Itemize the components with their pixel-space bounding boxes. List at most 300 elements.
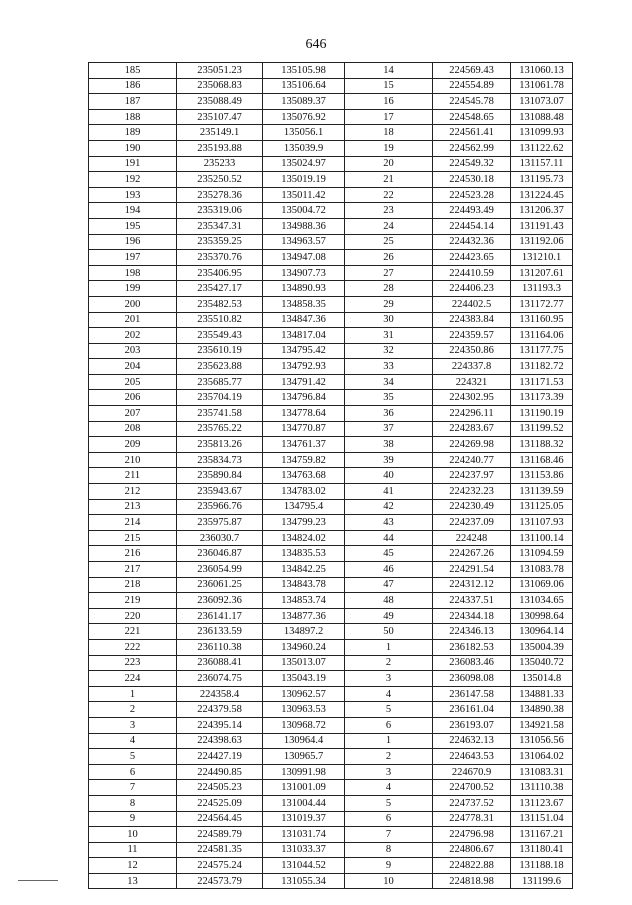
point-number-cell: 218 — [89, 577, 177, 593]
x-coordinate-cell: 235610.19 — [177, 343, 263, 359]
x-coordinate-cell: 224358.4 — [177, 686, 263, 702]
point-number-cell: 4 — [89, 733, 177, 749]
point-number-cell: 194 — [89, 203, 177, 219]
y-coordinate-cell: 131033.37 — [263, 842, 345, 858]
point-number-cell: 192 — [89, 172, 177, 188]
x-coordinate-cell: 235975.87 — [177, 515, 263, 531]
y-coordinate-cell: 131004.44 — [263, 795, 345, 811]
x-coordinate-cell: 235278.36 — [177, 187, 263, 203]
y-coordinate-cell: 134890.38 — [511, 702, 573, 718]
x-coordinate-cell: 236147.58 — [433, 686, 511, 702]
y-coordinate-cell: 131180.41 — [511, 842, 573, 858]
x-coordinate-cell: 224548.65 — [433, 109, 511, 125]
y-coordinate-cell: 134795.4 — [263, 499, 345, 515]
y-coordinate-cell: 131171.53 — [511, 374, 573, 390]
x-coordinate-cell: 235051.23 — [177, 63, 263, 79]
table-row — [89, 702, 573, 718]
point-number-cell: 6 — [345, 811, 433, 827]
y-coordinate-cell: 131195.73 — [511, 172, 573, 188]
x-coordinate-cell: 235704.19 — [177, 390, 263, 406]
y-coordinate-cell: 134792.93 — [263, 359, 345, 375]
point-number-cell: 199 — [89, 281, 177, 297]
point-number-cell: 188 — [89, 109, 177, 125]
y-coordinate-cell: 134877.36 — [263, 608, 345, 624]
y-coordinate-cell: 134960.24 — [263, 639, 345, 655]
y-coordinate-cell: 131139.59 — [511, 484, 573, 500]
y-coordinate-cell: 134907.73 — [263, 265, 345, 281]
x-coordinate-cell: 235685.77 — [177, 374, 263, 390]
x-coordinate-cell: 224796.98 — [433, 827, 511, 843]
y-coordinate-cell: 131099.93 — [511, 125, 573, 141]
point-number-cell: 210 — [89, 452, 177, 468]
point-number-cell: 206 — [89, 390, 177, 406]
point-number-cell: 27 — [345, 265, 433, 281]
table-row — [89, 608, 573, 624]
x-coordinate-cell: 236088.41 — [177, 655, 263, 671]
point-number-cell: 200 — [89, 296, 177, 312]
point-number-cell: 193 — [89, 187, 177, 203]
table-row — [89, 437, 573, 453]
point-number-cell: 215 — [89, 530, 177, 546]
point-number-cell: 211 — [89, 468, 177, 484]
y-coordinate-cell: 131088.48 — [511, 109, 573, 125]
x-coordinate-cell: 224564.45 — [177, 811, 263, 827]
point-number-cell: 9 — [345, 858, 433, 874]
y-coordinate-cell: 135004.39 — [511, 639, 573, 655]
table-row — [89, 827, 573, 843]
point-number-cell: 5 — [89, 749, 177, 765]
x-coordinate-cell: 224505.23 — [177, 780, 263, 796]
point-number-cell: 16 — [345, 94, 433, 110]
point-number-cell: 7 — [89, 780, 177, 796]
point-number-cell: 186 — [89, 78, 177, 94]
point-number-cell: 212 — [89, 484, 177, 500]
point-number-cell: 3 — [345, 764, 433, 780]
y-coordinate-cell: 131055.34 — [263, 873, 345, 889]
point-number-cell: 4 — [345, 780, 433, 796]
y-coordinate-cell: 135089.37 — [263, 94, 345, 110]
table-row — [89, 203, 573, 219]
point-number-cell: 6 — [89, 764, 177, 780]
coordinates-table — [88, 62, 573, 889]
x-coordinate-cell: 236133.59 — [177, 624, 263, 640]
y-coordinate-cell: 134963.57 — [263, 234, 345, 250]
y-coordinate-cell: 134843.78 — [263, 577, 345, 593]
point-number-cell: 35 — [345, 390, 433, 406]
point-number-cell: 49 — [345, 608, 433, 624]
x-coordinate-cell: 224530.18 — [433, 172, 511, 188]
point-number-cell: 5 — [345, 795, 433, 811]
x-coordinate-cell: 224402.5 — [433, 296, 511, 312]
x-coordinate-cell: 224232.23 — [433, 484, 511, 500]
table-row — [89, 63, 573, 79]
y-coordinate-cell: 131083.78 — [511, 562, 573, 578]
table-row — [89, 296, 573, 312]
point-number-cell: 2 — [89, 702, 177, 718]
y-coordinate-cell: 134763.68 — [263, 468, 345, 484]
point-number-cell: 45 — [345, 546, 433, 562]
x-coordinate-cell: 224398.63 — [177, 733, 263, 749]
point-number-cell: 2 — [345, 655, 433, 671]
table-row — [89, 281, 573, 297]
point-number-cell: 209 — [89, 437, 177, 453]
point-number-cell: 20 — [345, 156, 433, 172]
table-row — [89, 624, 573, 640]
y-coordinate-cell: 130965.7 — [263, 749, 345, 765]
point-number-cell: 217 — [89, 562, 177, 578]
point-number-cell: 1 — [345, 733, 433, 749]
point-number-cell: 3 — [89, 717, 177, 733]
table-row — [89, 499, 573, 515]
table-row — [89, 218, 573, 234]
x-coordinate-cell: 224337.51 — [433, 593, 511, 609]
point-number-cell: 48 — [345, 593, 433, 609]
x-coordinate-cell: 235427.17 — [177, 281, 263, 297]
y-coordinate-cell: 134761.37 — [263, 437, 345, 453]
y-coordinate-cell: 130964.14 — [511, 624, 573, 640]
table-row — [89, 452, 573, 468]
x-coordinate-cell: 224589.79 — [177, 827, 263, 843]
table-row — [89, 78, 573, 94]
y-coordinate-cell: 135024.97 — [263, 156, 345, 172]
y-coordinate-cell: 131177.75 — [511, 343, 573, 359]
x-coordinate-cell: 236061.25 — [177, 577, 263, 593]
point-number-cell: 46 — [345, 562, 433, 578]
x-coordinate-cell: 224379.58 — [177, 702, 263, 718]
x-coordinate-cell: 224454.14 — [433, 218, 511, 234]
y-coordinate-cell: 131207.61 — [511, 265, 573, 281]
point-number-cell: 18 — [345, 125, 433, 141]
x-coordinate-cell: 224525.09 — [177, 795, 263, 811]
table-row — [89, 468, 573, 484]
point-number-cell: 43 — [345, 515, 433, 531]
point-number-cell: 41 — [345, 484, 433, 500]
point-number-cell: 213 — [89, 499, 177, 515]
x-coordinate-cell: 224344.18 — [433, 608, 511, 624]
table-row — [89, 577, 573, 593]
table-row — [89, 671, 573, 687]
y-coordinate-cell: 134835.53 — [263, 546, 345, 562]
x-coordinate-cell: 224237.09 — [433, 515, 511, 531]
x-coordinate-cell: 224291.54 — [433, 562, 511, 578]
table-row — [89, 733, 573, 749]
table-row — [89, 406, 573, 422]
point-number-cell: 202 — [89, 328, 177, 344]
point-number-cell: 34 — [345, 374, 433, 390]
x-coordinate-cell: 224410.59 — [433, 265, 511, 281]
x-coordinate-cell: 224545.78 — [433, 94, 511, 110]
x-coordinate-cell: 235765.22 — [177, 421, 263, 437]
y-coordinate-cell: 131056.56 — [511, 733, 573, 749]
x-coordinate-cell: 224230.49 — [433, 499, 511, 515]
x-coordinate-cell: 224573.79 — [177, 873, 263, 889]
table-row — [89, 780, 573, 796]
y-coordinate-cell: 131167.21 — [511, 827, 573, 843]
y-coordinate-cell: 131160.95 — [511, 312, 573, 328]
table-row — [89, 94, 573, 110]
point-number-cell: 198 — [89, 265, 177, 281]
x-coordinate-cell: 224670.9 — [433, 764, 511, 780]
point-number-cell: 36 — [345, 406, 433, 422]
point-number-cell: 8 — [89, 795, 177, 811]
x-coordinate-cell: 235193.88 — [177, 140, 263, 156]
table-row — [89, 515, 573, 531]
x-coordinate-cell: 224383.84 — [433, 312, 511, 328]
table-row — [89, 312, 573, 328]
x-coordinate-cell: 224818.98 — [433, 873, 511, 889]
point-number-cell: 1 — [89, 686, 177, 702]
table-row — [89, 140, 573, 156]
point-number-cell: 214 — [89, 515, 177, 531]
point-number-cell: 219 — [89, 593, 177, 609]
point-number-cell: 23 — [345, 203, 433, 219]
y-coordinate-cell: 131034.65 — [511, 593, 573, 609]
y-coordinate-cell: 131188.32 — [511, 437, 573, 453]
y-coordinate-cell: 131031.74 — [263, 827, 345, 843]
y-coordinate-cell: 131164.06 — [511, 328, 573, 344]
y-coordinate-cell: 134791.42 — [263, 374, 345, 390]
table-row — [89, 172, 573, 188]
point-number-cell: 220 — [89, 608, 177, 624]
point-number-cell: 6 — [345, 717, 433, 733]
x-coordinate-cell: 235149.1 — [177, 125, 263, 141]
y-coordinate-cell: 131199.52 — [511, 421, 573, 437]
table-row — [89, 390, 573, 406]
y-coordinate-cell: 135013.07 — [263, 655, 345, 671]
table-row — [89, 328, 573, 344]
point-number-cell: 1 — [345, 639, 433, 655]
y-coordinate-cell: 131107.93 — [511, 515, 573, 531]
y-coordinate-cell: 135106.64 — [263, 78, 345, 94]
table-row — [89, 686, 573, 702]
x-coordinate-cell: 224423.65 — [433, 250, 511, 266]
y-coordinate-cell: 131191.43 — [511, 218, 573, 234]
point-number-cell: 37 — [345, 421, 433, 437]
x-coordinate-cell: 235107.47 — [177, 109, 263, 125]
y-coordinate-cell: 134796.84 — [263, 390, 345, 406]
y-coordinate-cell: 131153.86 — [511, 468, 573, 484]
x-coordinate-cell: 224737.52 — [433, 795, 511, 811]
x-coordinate-cell: 224302.95 — [433, 390, 511, 406]
point-number-cell: 4 — [345, 686, 433, 702]
y-coordinate-cell: 134795.42 — [263, 343, 345, 359]
x-coordinate-cell: 224575.24 — [177, 858, 263, 874]
x-coordinate-cell: 224406.23 — [433, 281, 511, 297]
point-number-cell: 224 — [89, 671, 177, 687]
y-coordinate-cell: 131083.31 — [511, 764, 573, 780]
point-number-cell: 31 — [345, 328, 433, 344]
x-coordinate-cell: 224562.99 — [433, 140, 511, 156]
table-row — [89, 546, 573, 562]
x-coordinate-cell: 235813.26 — [177, 437, 263, 453]
x-coordinate-cell: 235233 — [177, 156, 263, 172]
y-coordinate-cell: 131073.07 — [511, 94, 573, 110]
y-coordinate-cell: 134842.25 — [263, 562, 345, 578]
x-coordinate-cell: 224700.52 — [433, 780, 511, 796]
table-row — [89, 655, 573, 671]
y-coordinate-cell: 130964.4 — [263, 733, 345, 749]
x-coordinate-cell: 235834.73 — [177, 452, 263, 468]
table-row — [89, 109, 573, 125]
y-coordinate-cell: 134817.04 — [263, 328, 345, 344]
y-coordinate-cell: 134853.74 — [263, 593, 345, 609]
point-number-cell: 197 — [89, 250, 177, 266]
y-coordinate-cell: 134897.2 — [263, 624, 345, 640]
point-number-cell: 12 — [89, 858, 177, 874]
y-coordinate-cell: 134770.87 — [263, 421, 345, 437]
x-coordinate-cell: 224237.97 — [433, 468, 511, 484]
page-number: 646 — [305, 37, 327, 52]
point-number-cell: 208 — [89, 421, 177, 437]
y-coordinate-cell: 135004.72 — [263, 203, 345, 219]
y-coordinate-cell: 131123.67 — [511, 795, 573, 811]
x-coordinate-cell: 224632.13 — [433, 733, 511, 749]
y-coordinate-cell: 134778.64 — [263, 406, 345, 422]
y-coordinate-cell: 131094.59 — [511, 546, 573, 562]
point-number-cell: 47 — [345, 577, 433, 593]
footnote-rule — [18, 880, 58, 881]
x-coordinate-cell: 235250.52 — [177, 172, 263, 188]
y-coordinate-cell: 131100.14 — [511, 530, 573, 546]
y-coordinate-cell: 131224.45 — [511, 187, 573, 203]
x-coordinate-cell: 224312.12 — [433, 577, 511, 593]
point-number-cell: 13 — [89, 873, 177, 889]
point-number-cell: 29 — [345, 296, 433, 312]
point-number-cell: 42 — [345, 499, 433, 515]
y-coordinate-cell: 135105.98 — [263, 63, 345, 79]
table-row — [89, 873, 573, 889]
x-coordinate-cell: 235890.84 — [177, 468, 263, 484]
x-coordinate-cell: 224490.85 — [177, 764, 263, 780]
y-coordinate-cell: 135019.19 — [263, 172, 345, 188]
point-number-cell: 191 — [89, 156, 177, 172]
point-number-cell: 30 — [345, 312, 433, 328]
x-coordinate-cell: 224569.43 — [433, 63, 511, 79]
y-coordinate-cell: 131157.11 — [511, 156, 573, 172]
y-coordinate-cell: 131172.77 — [511, 296, 573, 312]
x-coordinate-cell: 224778.31 — [433, 811, 511, 827]
point-number-cell: 28 — [345, 281, 433, 297]
x-coordinate-cell: 235319.06 — [177, 203, 263, 219]
x-coordinate-cell: 236092.36 — [177, 593, 263, 609]
y-coordinate-cell: 131206.37 — [511, 203, 573, 219]
table-row — [89, 250, 573, 266]
y-coordinate-cell: 131182.72 — [511, 359, 573, 375]
x-coordinate-cell: 236054.99 — [177, 562, 263, 578]
x-coordinate-cell: 235943.67 — [177, 484, 263, 500]
x-coordinate-cell: 235741.58 — [177, 406, 263, 422]
y-coordinate-cell: 134759.82 — [263, 452, 345, 468]
x-coordinate-cell: 236074.75 — [177, 671, 263, 687]
point-number-cell: 201 — [89, 312, 177, 328]
y-coordinate-cell: 135014.8 — [511, 671, 573, 687]
point-number-cell: 26 — [345, 250, 433, 266]
x-coordinate-cell: 224493.49 — [433, 203, 511, 219]
y-coordinate-cell: 131199.6 — [511, 873, 573, 889]
x-coordinate-cell: 224240.77 — [433, 452, 511, 468]
x-coordinate-cell: 235406.95 — [177, 265, 263, 281]
point-number-cell: 3 — [345, 671, 433, 687]
y-coordinate-cell: 131168.46 — [511, 452, 573, 468]
x-coordinate-cell: 224643.53 — [433, 749, 511, 765]
table-row — [89, 234, 573, 250]
table-row — [89, 795, 573, 811]
point-number-cell: 203 — [89, 343, 177, 359]
x-coordinate-cell: 224395.14 — [177, 717, 263, 733]
table-row — [89, 484, 573, 500]
point-number-cell: 189 — [89, 125, 177, 141]
x-coordinate-cell: 235966.76 — [177, 499, 263, 515]
x-coordinate-cell: 224248 — [433, 530, 511, 546]
y-coordinate-cell: 131122.62 — [511, 140, 573, 156]
point-number-cell: 190 — [89, 140, 177, 156]
x-coordinate-cell: 235088.49 — [177, 94, 263, 110]
x-coordinate-cell: 224337.8 — [433, 359, 511, 375]
point-number-cell: 24 — [345, 218, 433, 234]
table-row — [89, 421, 573, 437]
table-row — [89, 125, 573, 141]
point-number-cell: 2 — [345, 749, 433, 765]
x-coordinate-cell: 224296.11 — [433, 406, 511, 422]
table-row — [89, 749, 573, 765]
x-coordinate-cell: 235510.82 — [177, 312, 263, 328]
y-coordinate-cell: 134988.36 — [263, 218, 345, 234]
point-number-cell: 14 — [345, 63, 433, 79]
x-coordinate-cell: 224350.86 — [433, 343, 511, 359]
y-coordinate-cell: 135039.9 — [263, 140, 345, 156]
table-row — [89, 717, 573, 733]
y-coordinate-cell: 134824.02 — [263, 530, 345, 546]
y-coordinate-cell: 131192.06 — [511, 234, 573, 250]
x-coordinate-cell: 236098.08 — [433, 671, 511, 687]
table-row — [89, 343, 573, 359]
point-number-cell: 9 — [89, 811, 177, 827]
x-coordinate-cell: 235623.88 — [177, 359, 263, 375]
table-row — [89, 374, 573, 390]
x-coordinate-cell: 236141.17 — [177, 608, 263, 624]
x-coordinate-cell: 224269.98 — [433, 437, 511, 453]
point-number-cell: 10 — [345, 873, 433, 889]
y-coordinate-cell: 131125.05 — [511, 499, 573, 515]
table-row — [89, 764, 573, 780]
y-coordinate-cell: 131064.02 — [511, 749, 573, 765]
y-coordinate-cell: 131060.13 — [511, 63, 573, 79]
table-row — [89, 156, 573, 172]
table-row — [89, 530, 573, 546]
x-coordinate-cell: 235549.43 — [177, 328, 263, 344]
y-coordinate-cell: 131069.06 — [511, 577, 573, 593]
point-number-cell: 204 — [89, 359, 177, 375]
point-number-cell: 40 — [345, 468, 433, 484]
y-coordinate-cell: 131001.09 — [263, 780, 345, 796]
x-coordinate-cell: 235482.53 — [177, 296, 263, 312]
x-coordinate-cell: 224822.88 — [433, 858, 511, 874]
y-coordinate-cell: 135056.1 — [263, 125, 345, 141]
point-number-cell: 38 — [345, 437, 433, 453]
x-coordinate-cell: 224806.67 — [433, 842, 511, 858]
x-coordinate-cell: 236182.53 — [433, 639, 511, 655]
table-row — [89, 639, 573, 655]
point-number-cell: 222 — [89, 639, 177, 655]
x-coordinate-cell: 224267.26 — [433, 546, 511, 562]
x-coordinate-cell: 224321 — [433, 374, 511, 390]
x-coordinate-cell: 236083.46 — [433, 655, 511, 671]
y-coordinate-cell: 131061.78 — [511, 78, 573, 94]
y-coordinate-cell: 131190.19 — [511, 406, 573, 422]
x-coordinate-cell: 224581.35 — [177, 842, 263, 858]
x-coordinate-cell: 224283.67 — [433, 421, 511, 437]
y-coordinate-cell: 131173.39 — [511, 390, 573, 406]
